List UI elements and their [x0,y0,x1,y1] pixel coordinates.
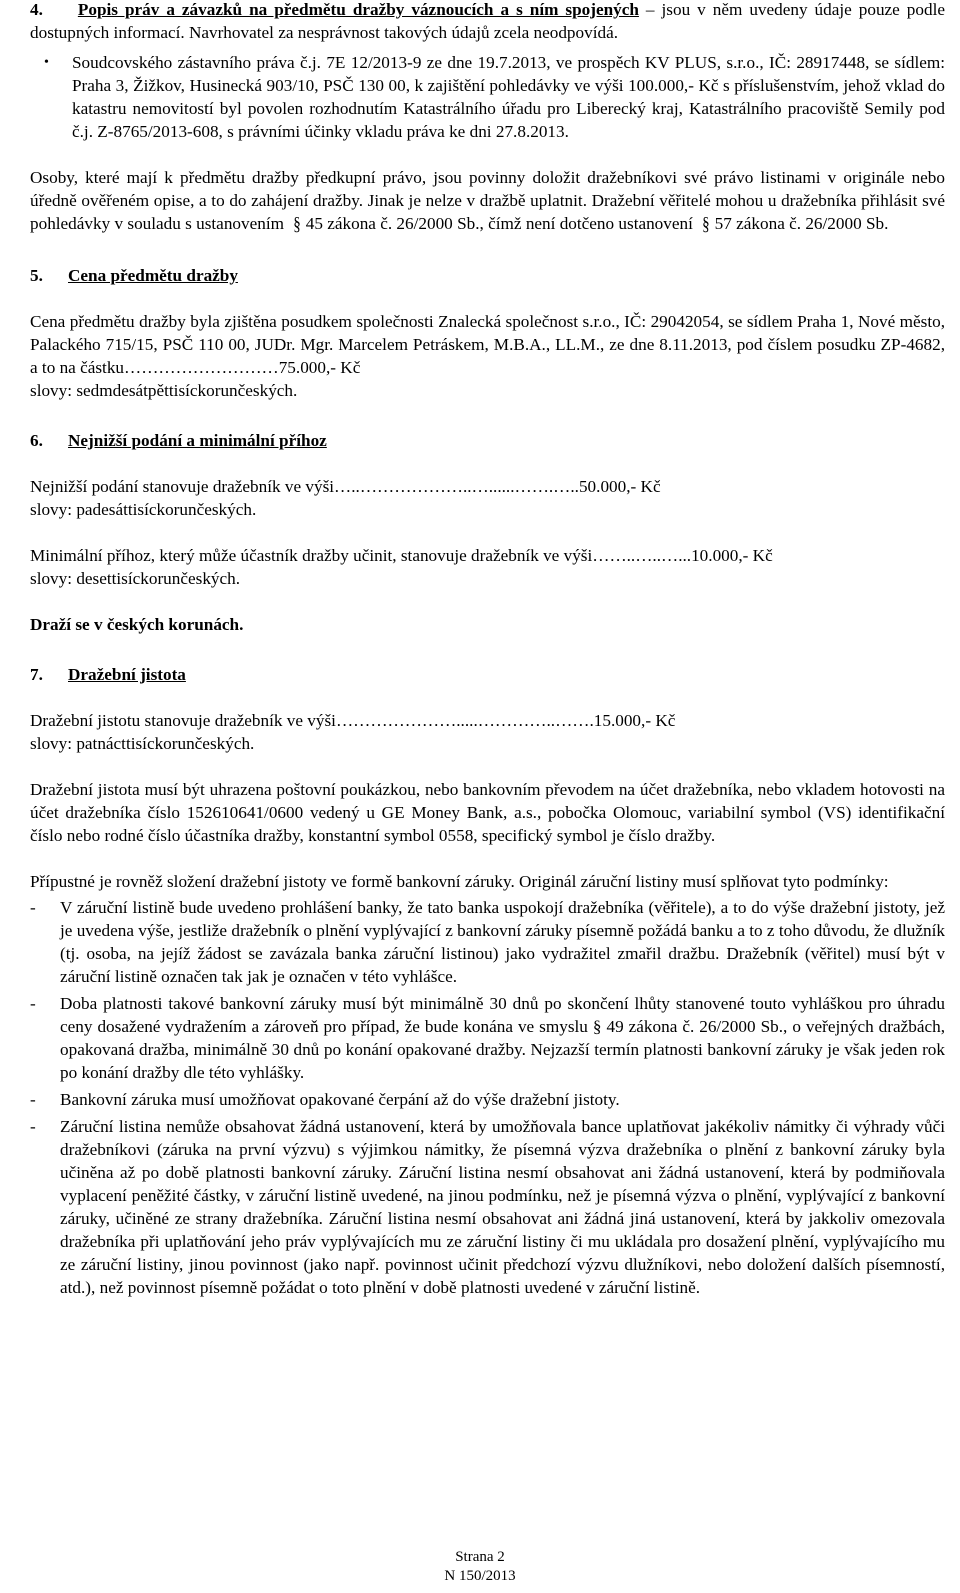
section-6-number: 6. [30,431,43,450]
currency-note: Draží se v českých korunách. [30,615,244,634]
dash-marker: - [30,994,36,1013]
preemption-paragraph [30,166,945,237]
dash-marker: - [30,898,36,917]
section-6-heading [30,429,945,452]
bullet-icon: • [44,55,49,70]
dash-marker: - [30,1117,36,1136]
increment-words: slovy: desettisíckorunčeských. [30,569,241,588]
section-7-number: 7. [30,665,43,684]
condition-item [30,992,945,1084]
dash-marker: - [30,1090,36,1109]
min-bid-text: Nejnižší podání stanovuje dražebník ve výši…..………………..…......…….…..50.000,- Kč [30,477,661,496]
condition-text: V záruční listině bude uvedeno prohlášení banky, že tato banka uspokojí dražebníka (věřitele), a to do výše dražební jistoty, jež je uvedena výše, jestliže dražebník o plnění vyplývající z bankovní záruky písemně požádá banku a to z toho důvodu, že dlužník (tj. osoba, na jejíž žádost se zavázala banka záruční listinou) jako vydražitel zmařil dražbu. Dražebník (věřitel) musí být v záruční listině označen tak jak je označen v této vyhlášce. [60,898,945,986]
lien-bullet-item [44,51,945,143]
condition-text: Záruční listina nemůže obsahovat žádná ustanovení, která by umožňovala bance uplatňovat jakékoliv námitky či výhrady vůči dražebníkovi (záruka na první výzvu) s výjimkou námitky, že písemná výzva dražebníka o plnění z bankovní záruky byla učiněna až po době platnosti bankovní záruky. Záruční listina nesmí obsahovat ani žádná ustanovení, která by podmiňovala vyplacení peněžité částky, v záruční listině uvedené, na jinou podmínku, než je písemná výzva o plnění, vyplývající z bankovní záruky, učiněné ze strany dražebníka. Záruční listina nesmí obsahovat ani žádná jiná ustanovení, která by jakkoliv omezovala dražebníka při uplatňování jeho práv vyplývajících mu ze záruční listiny či mu ukládala pro dosažení plnění, vyplývajícího mu ze záruční listiny, jinou povinnost (jako např. povinnost učinit předchozí výzvu dlužníkovi, nebo doložení dalších písemností, atd.), než povinnost písemně požádat o toto plnění v době platnosti uvedené v záruční listině. [60,1117,945,1297]
section-7-title: Dražební jistota [68,665,186,684]
section-5-heading [30,264,945,287]
page-footer [0,1548,960,1586]
section-4-intro-text: – jsou v něm uvedeny údaje pouze podle dostupných informací. Navrhovatel za nesprávnost takových údajů zcela neodpovídá. [30,0,945,42]
condition-item [30,896,945,988]
condition-item [30,1088,945,1111]
price-words: slovy: sedmdesátpěttisíckorunčeských. [30,381,298,400]
document-page [30,0,945,1299]
preemption-text-a: Osoby, které mají k předmětu dražby předkupní právo, jsou povinny doložit dražebníkovi své právo listinami v originále nebo úředně ověřeném opise, a to do zahájení dražby. Jinak je nelze v dražbě uplatnit. Dražební věřitelé mohou u dražebníka přihlásit své pohledávky v souladu s ustanovením [30,168,945,233]
section-7-heading [30,663,945,686]
section-sign-icon: § [702,214,710,235]
condition-text: Doba platnosti takové bankovní záruky musí být minimálně 30 dnů po skončení lhůty stanovené touto vyhláškou pro úhradu ceny dosažené vydražením a zároveň pro případ, že bude konána ve smyslu § 49 zákona č. 26/2000 Sb., o veřejných dražbách, opakovaná dražba, minimálně 30 dnů po konání opakované dražby. Nejzazší termín platnosti bankovní záruky je však jeden rok po konání dražby dle této vyhlášky. [60,994,945,1082]
section-sign-icon: § [293,214,301,235]
deposit-words: slovy: patnácttisíckorunčeských. [30,734,255,753]
guarantee-paragraph: Přípustné je rovněž složení dražební jistoty ve formě bankovní záruky. Originál záruční listiny musí splňovat tyto podmínky: [30,872,889,891]
increment-text: Minimální příhoz, který může účastník dražby učinit, stanovuje dražebník ve výši……..…..…...10.000,- Kč [30,546,773,565]
condition-item [30,1115,945,1299]
min-bid-words: slovy: padesáttisíckorunčeských. [30,500,257,519]
condition-text: Bankovní záruka musí umožňovat opakované čerpání až do výše dražební jistoty. [60,1090,620,1109]
section-4 [30,0,945,44]
section-5-title: Cena předmětu dražby [68,266,238,285]
price-text: Cena předmětu dražby byla zjištěna posudkem společnosti Znalecká společnost s.r.o., IČ: 29042054, se sídlem Praha 1, Nové město, Palackého 715/15, PSČ 110 00, JUDr. Mgr. Marcelem Petráskem, M.B.A., LL.M., ze dne 8.11.2013, pod číslem posudku ZP-4682, a to na částku………………………75.000,- Kč [30,312,945,377]
preemption-text-b: 45 zákona č. 26/2000 Sb., čímž není dotčeno ustanovení [305,214,693,233]
section-4-number: 4. [30,0,43,19]
page-number: Strana 2 [455,1549,505,1565]
section-4-title: Popis práv a závazků na předmětu dražby váznoucích a s ním spojených [77,0,639,19]
preemption-text-c: 57 zákona č. 26/2000 Sb. [714,214,889,233]
payment-paragraph: Dražební jistota musí být uhrazena poštovní poukázkou, nebo bankovním převodem na účet dražebníka, nebo vkladem hotovosti na účet dražebníka číslo 152610641/0600 vedený u GE Money Bank, a.s., pobočka Olomouc, variabilní symbol (VS) identifikační číslo nebo rodné číslo účastníka dražby, konstantní symbol 0558, specifický symbol je číslo dražby. [30,780,945,845]
section-5-number: 5. [30,266,43,285]
deposit-text: Dražební jistotu stanovuje dražebník ve výši………………….....…………..…….15.000,- Kč [30,711,676,730]
document-reference: N 150/2013 [444,1568,516,1584]
section-4-intro [30,0,945,44]
lien-text: Soudcovského zástavního práva č.j. 7E 12/2013-9 ze dne 19.7.2013, ve prospěch KV PLUS, s.r.o., IČ: 28917448, se sídlem: Praha 3, Žižkov, Husinecká 903/10, PSČ 130 00, k zajištění pohledávky ve výši 100.000,- Kč s příslušenstvím, jehož vklad do katastru nemovitostí byl povolen rozhodnutím Katastrálního úřadu pro Liberecký kraj, Katastrálního pracoviště Semily pod č.j. Z-8765/2013-608, s právními účinky vkladu práva ke dni 27.8.2013. [72,53,945,141]
section-6-title: Nejnižší podání a minimální příhoz [68,431,327,450]
